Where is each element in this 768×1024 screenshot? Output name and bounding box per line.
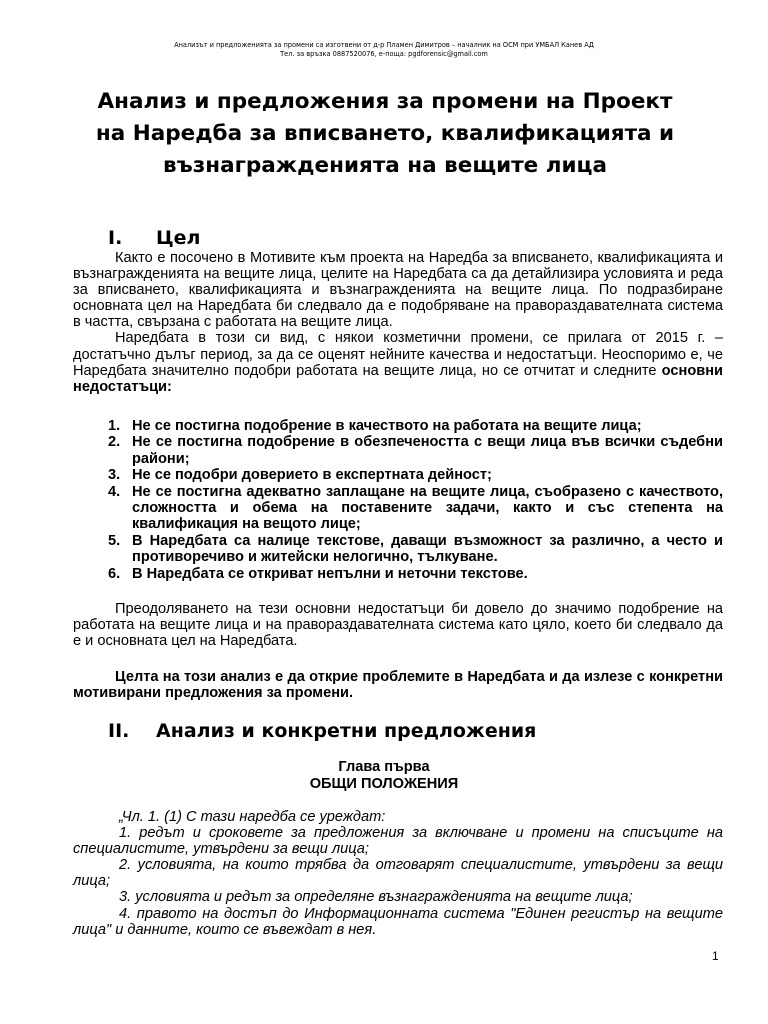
section-1-number: I. [108,227,123,249]
overcoming-paragraph: Преодоляването на тези основни недостатъци би довело до значимо подобрение на работата на вещите лица и на правораздавателната система като цяло, което би следвало да е и основната цел на Наредбата. [73,601,723,650]
list-item-number: 6. [108,565,121,582]
list-item [108,484,723,533]
list-item [108,467,723,483]
list-item-number: 3. [108,467,121,484]
list-item-text: Не се постигна подобрение в качеството на работата на вещите лица; [132,418,642,434]
document-title: Анализ и предложения за промени на Проект на Наредба за вписването, квалификацията и възнагражденията на вещите лица [95,89,675,178]
chapter-title: ОБЩИ ПОЛОЖЕНИЯ [309,776,459,792]
article-1-item-4: 4. правото на достъп до Информационната система "Единен регистър на вещите лица" и данните, които се въвеждат в нея. [73,905,723,938]
section-1-heading [108,226,200,250]
list-item-text: В Наредбата са налице текстове, даващи възможност за различно, а често и противоречиво и житейски нелогично, тълкуване. [132,532,723,566]
list-item [108,533,723,566]
list-item [108,434,723,467]
list-item-text: В Наредбата се откриват непълни и неточни текстове. [132,565,528,582]
section-1-title: Цел [156,227,201,249]
list-item [108,566,723,582]
list-item-text: Не се подобри доверието в експертната дейност; [132,467,492,484]
header-contact-line: Тел. за връзка 0887520076, е-поща: pgdforensic@gmail.com [280,50,488,58]
section-2-heading [108,719,536,743]
page-number: 1 [712,949,719,963]
article-1-item-1: 1. редът и сроковете за предложения за включване и промени на списъците на специалистите, утвърдени за вещи лица; [73,825,723,858]
article-1-item-2: 2. условията, на които трябва да отговарят специалистите, утвърдени за вещи лица; [73,857,723,890]
article-1-intro: „Чл. 1. (1) С тази наредба се уреждат: [119,809,386,825]
list-item-number: 4. [108,483,121,500]
list-item-number: 5. [108,532,121,549]
section-1-body [73,250,723,395]
deficiencies-list [108,418,723,582]
section-2-number: II. [108,720,130,742]
list-item [108,418,723,434]
article-1-quote [73,809,723,938]
purpose-paragraph-2 [73,330,723,394]
header-author-line: Анализът и предложенията за промени са изготвени от д-р Пламен Димитров – началник на ОСМ при УМБАЛ Канев АД [174,41,594,49]
chapter-label: Глава първа [338,759,430,775]
section-2-title: Анализ и конкретни предложения [156,720,537,742]
analysis-goal-paragraph: Целта на този анализ е да открие проблемите в Наредбата и да излезе с конкретни мотивирани предложения за промени. [73,669,723,702]
main-deficiencies-label: основни недостатъци: [73,362,723,395]
list-item-number: 2. [108,434,121,451]
list-item-text: Не се постигна адекватно заплащане на вещите лица, съобразено с качеството, сложността и обема на поставените задачи, както и със степента на квалификация на вещото лице; [132,483,723,533]
purpose-paragraph-2-text: Наредбата в този си вид, с някои козметични промени, се прилага от 2015 г. – достатъчно дълъг период, за да се оценят нейните качества и недостатъци. Неоспоримо е, че Наредбата значително подобри работата на вещите лица, но се отчитат и следните [73,330,723,379]
list-item-text: Не се постигна подобрение в обезпечеността с вещи лица във всички съдебни райони; [132,434,723,467]
purpose-paragraph-1: Както е посочено в Мотивите към проекта на Наредба за вписването, квалификацията и възнагражденията на вещите лица, целите на Наредбата са да детайлизира условията и реда за вписването, квалификацията и възнагражденията на вещите лица. По подразбиране основната цел на Наредбата би следвало да е подобряване на правораздавателната система в частта, свързана с работата на вещите лица. [73,250,723,331]
page-header [0,41,768,59]
article-1-item-3: 3. условията и редът за определяне възнагражденията на вещите лица; [119,889,633,906]
list-item-number: 1. [108,418,121,434]
